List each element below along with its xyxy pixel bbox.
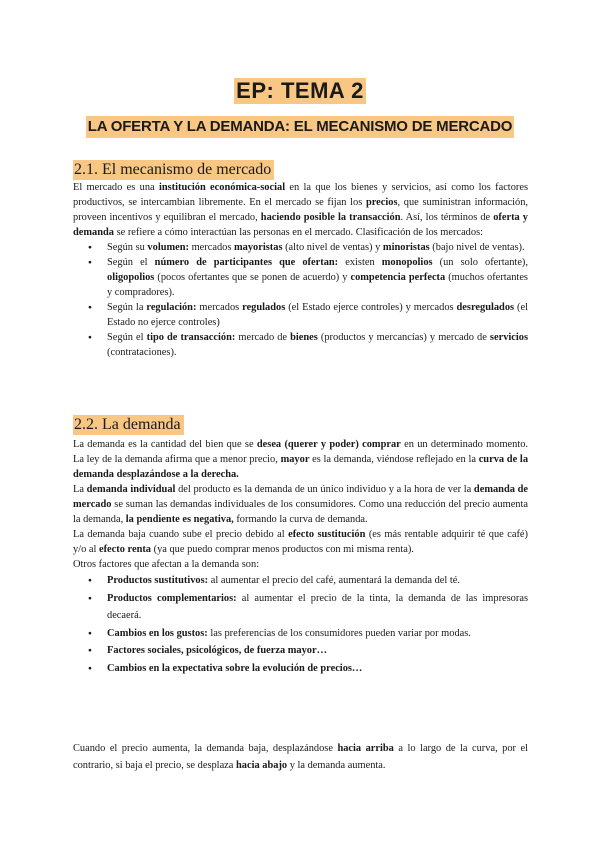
section-body-demanda [73,437,528,677]
section-heading-demanda: 2.2. La demanda [73,415,184,435]
bold-term: minoristas [382,242,430,253]
paragraph [73,527,528,557]
bullet-list [73,572,528,677]
bold-term: efecto sustitución [288,529,366,540]
text-run: al aumentar el precio del café, aumentará la demanda del té. [208,575,460,586]
paragraph: Otros factores que afectan a la demanda son: [73,559,260,570]
bold-term: número de participantes que ofertan: [154,257,339,268]
bold-term: desregulados [456,302,515,313]
list-item [73,625,528,643]
bold-term: precios [365,197,398,208]
text-run: se suman las demandas individuales de los consumidores. Como una reducción del precio aumenta la demanda, [73,499,528,525]
paragraph [73,482,528,527]
bold-term: oligopolios [107,272,155,283]
bold-term: desea (querer y poder) comprar [256,439,401,450]
bold-term: Cambios en los gustos: [107,627,208,639]
text-run: Cuando el precio aumenta, la demanda baja, desplazándose [73,743,338,754]
bold-term: demanda de mercado [73,484,528,510]
text-run: Según el [107,332,147,343]
bold-term: volumen: [147,242,189,253]
title-block [0,78,600,104]
list-item [73,660,528,678]
text-run: , que suministran información, proveen incentivos y equilibran el mercado, [73,197,529,223]
bold-term: competencia perfecta [350,272,446,283]
text-run: mercados [196,302,243,313]
text-run: . Así, los términos de [400,212,494,223]
bold-term: Factores sociales, psicológicos, de fuerza mayor… [107,645,327,656]
bold-term: servicios [489,332,529,343]
text-run: (ya que puedo comprar menos productos con mi misma renta). [151,544,414,555]
bold-term: hacia arriba [337,743,394,754]
list-item [73,590,528,625]
text-run: (un solo ofertante), [432,257,528,268]
text-run: (el Estado ejerce controles) y mercados [285,302,457,313]
text-run: (bajo nivel de ventas). [429,242,525,253]
bold-term: Productos sustitutivos: [107,575,209,586]
text-run: Según su [107,242,148,253]
document-subtitle [86,116,515,138]
text-run: (pocos ofertantes que se ponen de acuerdo) y [154,272,351,283]
bold-term: institución económica-social [158,182,286,193]
bullet-list [73,240,528,360]
text-run: (muchos ofertantes y compradores). [107,272,528,298]
paragraph [73,180,528,240]
text-run: del producto es la demanda de un único individuo y a la hora de ver la [175,484,474,495]
bold-term: monopolios [381,257,433,268]
section-heading-mecanismo: 2.1. El mecanismo de mercado [73,160,274,180]
subtitle-block [0,116,600,138]
bold-term: demanda individual [86,484,176,495]
paragraph [73,740,528,774]
text-run: las preferencias de los consumidores pueden variar por modas. [207,627,471,639]
bold-term: haciendo posible la transacción [260,212,401,223]
list-item [73,330,528,360]
text-run: Según el [107,257,155,268]
list-item [73,240,528,255]
text-run: mercado de [235,332,291,343]
text-run: (alto nivel de ventas) y [282,242,383,253]
bold-term: bienes [290,332,318,343]
subtitle-text: LA OFERTA Y LA DEMANDA: EL MECANISMO DE MERCADO [87,118,513,135]
text-run: (productos y mercancías) y mercado de [317,332,490,343]
text-run: existen [338,257,382,268]
section-body-mecanismo [73,180,528,360]
text-run: al aumentar el precio de la tinta, la demanda de las impresoras decaerá. [107,592,528,621]
list-item [73,572,528,590]
text-run: formando la curva de demanda. [233,514,368,525]
bold-term: mayoristas [234,242,283,253]
document-title: EP: TEMA 2 [236,78,364,103]
bold-term: tipo de transacción: [146,332,236,343]
text-run: El mercado es una [73,182,159,193]
bold-term: hacia abajo [236,760,288,771]
bold-term: Productos complementarios: [107,592,237,604]
text-run: (es más rentable adquirir té que café) y/o al [73,529,528,555]
text-run: (contrataciones). [107,347,177,358]
text-run: (el Estado no ejerce controles) [107,302,528,328]
bold-term: curva de la demanda desplazándose a la derecha. [73,454,529,480]
text-run: La demanda baja cuando sube el precio debido al [73,529,289,540]
bold-term: la pendiente es negativa, [125,514,234,525]
text-run: mercados [189,242,235,253]
text-run: es la demanda, viéndose reflejado en la [309,454,479,465]
bold-term: oferta y demanda [73,212,529,238]
list-item [73,255,528,300]
text-run: La [73,484,87,495]
text-run: Según la [107,302,147,313]
bold-term: regulación: [146,302,197,313]
bold-term: efecto renta [98,544,152,555]
paragraph [73,437,528,482]
text-run: se refiere a cómo interactúan las personas en el mercado. Clasificación de los mercados: [114,227,483,238]
bold-term: mayor [280,454,310,465]
list-item [73,300,528,330]
text-run: en la que los bienes y servicios, así como los factores productivos, se intercambian libremente. En el mercado se fijan los [73,182,529,208]
closing-paragraph [73,740,528,774]
text-run: y la demanda aumenta. [287,760,386,771]
list-item [73,642,528,660]
bold-term: regulados [242,302,286,313]
text-run: La demanda es la cantidad del bien que se [73,439,257,450]
text-run: en un determinado momento. La ley de la demanda afirma que a menor precio, [73,439,529,465]
text-run: a lo largo de la curva, por el contrario, si baja el precio, se desplaza [73,743,529,771]
bold-term: Cambios en la expectativa sobre la evolución de precios… [107,662,363,674]
